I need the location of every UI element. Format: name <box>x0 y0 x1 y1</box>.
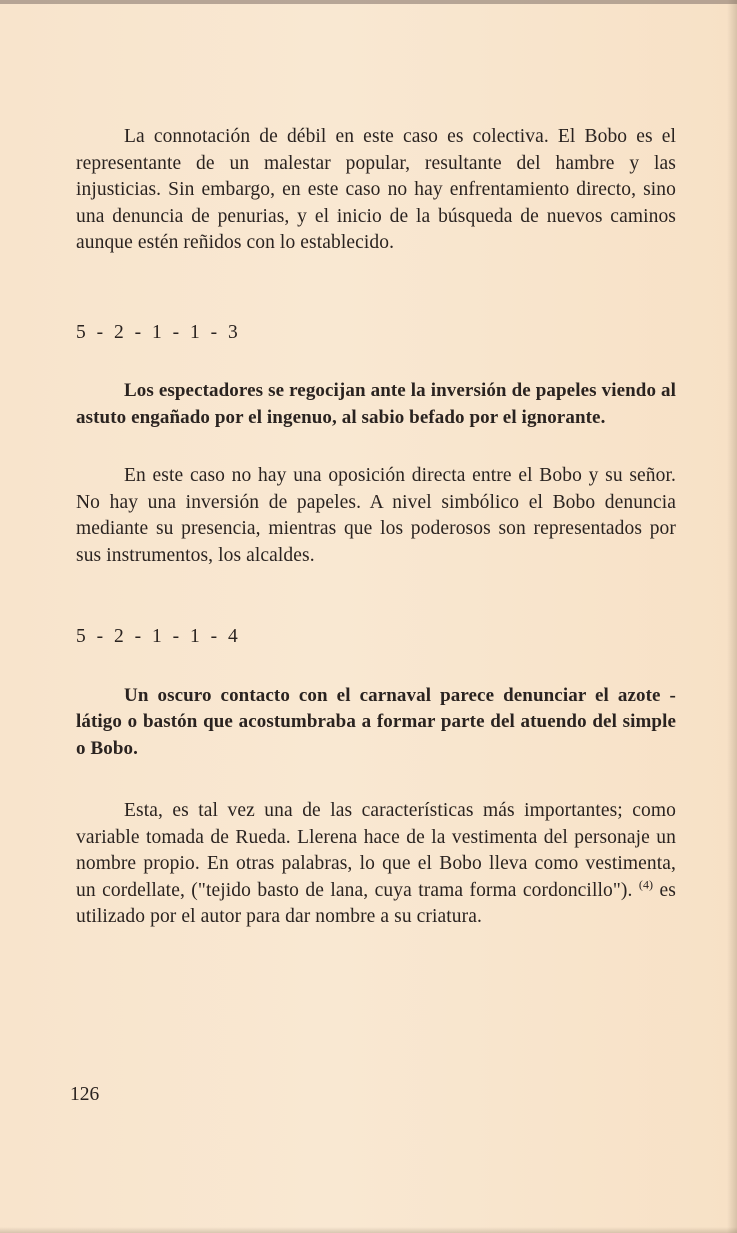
paragraph-vestimenta-end: es utilizado por el autor para dar nombre a su criatura. <box>76 879 676 927</box>
paragraph-vestimenta-text: Esta, es tal vez una de las características más importantes; como variable tomada de Rueda. Llerena hace de la vestimenta del personaje un nombre propio. En otras palabras, lo que el Bobo lleva como vestimenta, un cordellate, ("tejido basto de lana, cuya trama forma cordoncillo"). <box>76 800 676 901</box>
section-heading-5-2-1-1-4: 5 - 2 - 1 - 1 - 4 <box>76 626 241 647</box>
page-content <box>76 124 676 931</box>
quote-carnaval: Un oscuro contacto con el carnaval parece denunciar el azote - látigo o bastón que acostumbraba a formar parte del atuendo del simple o Bobo. <box>76 684 676 759</box>
paragraph-vestimenta <box>76 798 676 931</box>
quote-espectadores: Los espectadores se regocijan ante la inversión de papeles viendo al astuto engañado por el ingenuo, al sabio befado por el ignorante. <box>76 380 676 428</box>
page-top-edge <box>0 0 737 4</box>
paragraph-intro: La connotación de débil en este caso es colectiva. El Bobo es el representante de un malestar popular, resultante del hambre y las injusticias. Sin embargo, en este caso no hay enfrentamiento directo, sino una denuncia de penurias, y el inicio de la búsqueda de nuevos caminos aunque estén reñidos con lo establecido. <box>76 126 676 253</box>
page-bottom-edge <box>0 1227 737 1233</box>
footnote-reference: (4) <box>638 877 654 891</box>
page-number: 126 <box>70 1084 100 1105</box>
page-right-edge <box>727 0 737 1233</box>
section-heading-5-2-1-1-3: 5 - 2 - 1 - 1 - 3 <box>76 321 241 343</box>
paragraph-oposicion: En este caso no hay una oposición directa entre el Bobo y su señor. No hay una inversión de papeles. A nivel simbólico el Bobo denuncia mediante su presencia, mientras que los poderosos son representados por sus instrumentos, los alcaldes. <box>76 465 676 566</box>
